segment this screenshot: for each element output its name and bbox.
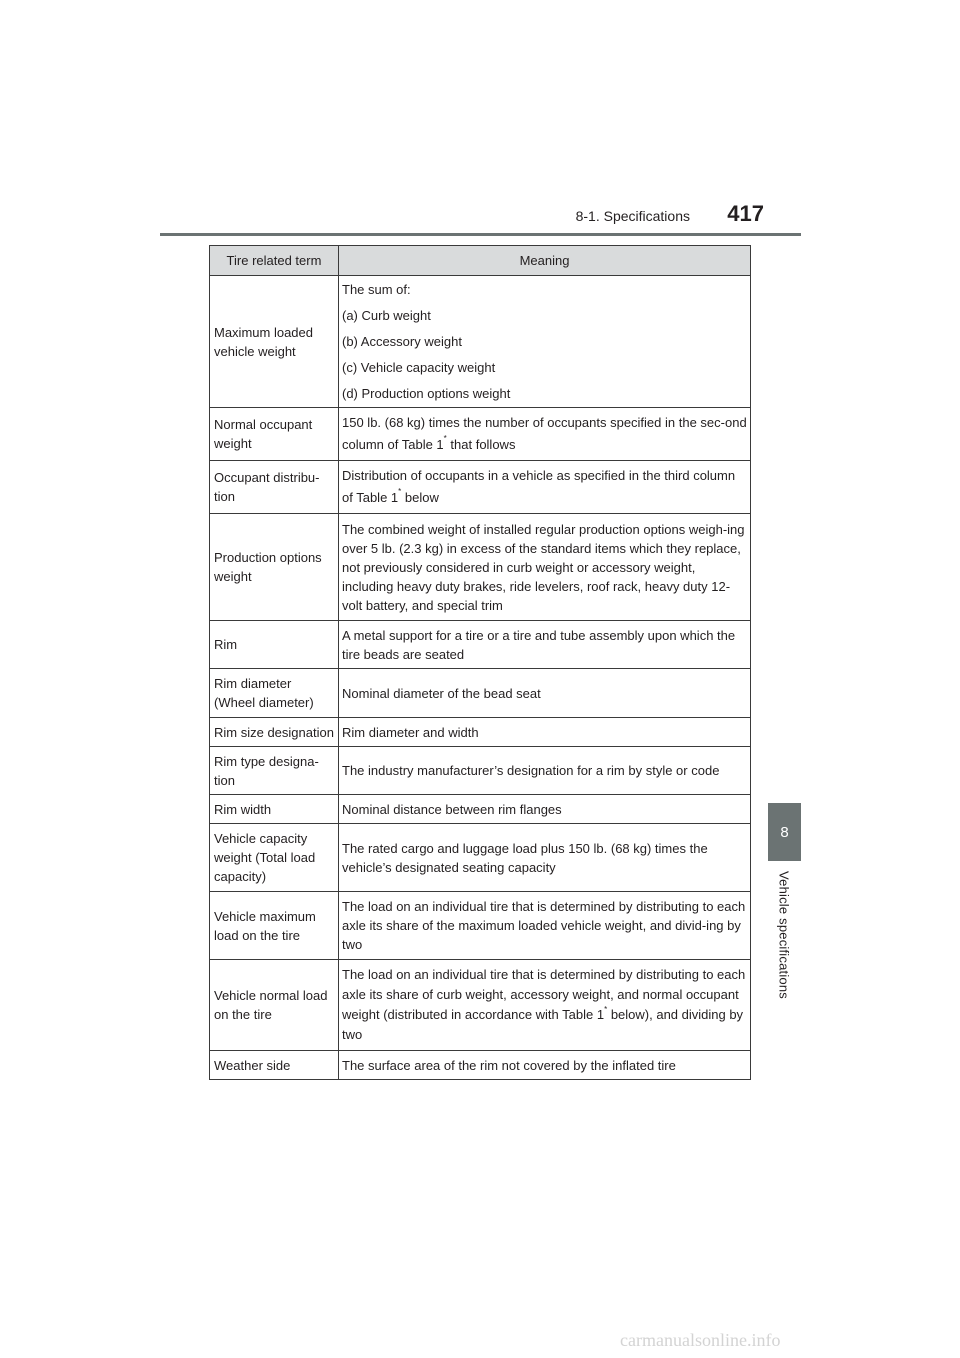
meaning-cell <box>339 276 751 408</box>
meaning-cell <box>339 408 751 461</box>
tire-terms-table <box>209 245 751 1080</box>
table-row <box>210 276 751 408</box>
chapter-tab <box>768 803 801 861</box>
table-row <box>210 621 751 669</box>
term-cell: Vehicle normal load on the tire <box>210 960 339 1051</box>
term-cell: Occupant distribu-tion <box>210 461 339 514</box>
meaning-line: (a) Curb weight <box>342 307 431 323</box>
watermark: carmanualsonline.info <box>620 1330 781 1350</box>
column-header-meaning: Meaning <box>339 246 751 276</box>
table-row <box>210 408 751 461</box>
table-header-row <box>210 246 751 276</box>
term-cell: Vehicle maximum load on the tire <box>210 892 339 960</box>
term-cell: Rim diameter (Wheel diameter) <box>210 669 339 718</box>
meaning-cell: Nominal diameter of the bead seat <box>339 669 751 718</box>
term-cell: Rim <box>210 621 339 669</box>
chapter-title: Vehicle specifications <box>776 871 792 999</box>
term-cell: Maximum loaded vehicle weight <box>210 276 339 408</box>
meaning-text: 150 lb. (68 kg) times the number of occupants specified in the sec-ond column of Table 1 <box>342 415 747 452</box>
table-row <box>210 718 751 747</box>
column-header-term: Tire related term <box>210 246 339 276</box>
meaning-cell: The industry manufacturer’s designation for a rim by style or code <box>339 747 751 795</box>
meaning-text: The load on an individual tire that is determined by distributing to each axle its share of curb weight, accessory weight, and normal occupant weight (distributed in accordance with Table 1 <box>342 967 746 1022</box>
meaning-cell: Nominal distance between rim flanges <box>339 795 751 824</box>
table-row <box>210 669 751 718</box>
meaning-cell: A metal support for a tire or a tire and tube assembly upon which the tire beads are seated <box>339 621 751 669</box>
meaning-text: below), and dividing by two <box>342 1007 744 1042</box>
section-title: 8-1. Specifications <box>575 208 690 224</box>
footnote-marker: * <box>443 434 447 443</box>
term-cell: Weather side <box>210 1051 339 1080</box>
meaning-cell: The rated cargo and luggage load plus 150 lb. (68 kg) times the vehicle’s designated seating capacity <box>339 824 751 892</box>
meaning-line: (c) Vehicle capacity weight <box>342 359 496 375</box>
term-cell: Rim width <box>210 795 339 824</box>
meaning-text: Distribution of occupants in a vehicle as specified in the third column of Table 1 <box>342 468 736 505</box>
meaning-cell: The combined weight of installed regular production options weigh-ing over 5 lb. (2.3 kg) in excess of the standard items which they replace, not previously considered in curb weight or accessory weight, including heavy duty brakes, ride levelers, roof rack, heavy duty 12-volt battery, and special trim <box>339 514 751 621</box>
meaning-cell <box>339 461 751 514</box>
page-number: 417 <box>727 201 764 226</box>
meaning-cell: The surface area of the rim not covered by the inflated tire <box>339 1051 751 1080</box>
table-row <box>210 514 751 621</box>
term-cell: Rim type designa-tion <box>210 747 339 795</box>
table-row <box>210 795 751 824</box>
term-cell: Production options weight <box>210 514 339 621</box>
table-row <box>210 960 751 1051</box>
term-cell: Rim size designation <box>210 718 339 747</box>
meaning-cell: The load on an individual tire that is determined by distributing to each axle its share of the maximum loaded vehicle weight, and divid-ing by two <box>339 892 751 960</box>
meaning-line: (b) Accessory weight <box>342 333 462 349</box>
meaning-line: (d) Production options weight <box>342 385 511 401</box>
chapter-number: 8 <box>780 823 789 841</box>
meaning-cell: Rim diameter and width <box>339 718 751 747</box>
header-divider <box>160 233 801 236</box>
table-row <box>210 1051 751 1080</box>
table-row <box>210 461 751 514</box>
table-row <box>210 824 751 892</box>
footnote-marker: * <box>398 487 402 496</box>
term-cell: Normal occupant weight <box>210 408 339 461</box>
table-row <box>210 892 751 960</box>
term-cell: Vehicle capacity weight (Total load capacity) <box>210 824 339 892</box>
meaning-text: that follows <box>446 437 516 452</box>
table-row <box>210 747 751 795</box>
meaning-text: below <box>401 490 439 505</box>
footnote-marker: * <box>604 1005 608 1014</box>
meaning-cell <box>339 960 751 1051</box>
meaning-line: The sum of: <box>342 281 411 297</box>
